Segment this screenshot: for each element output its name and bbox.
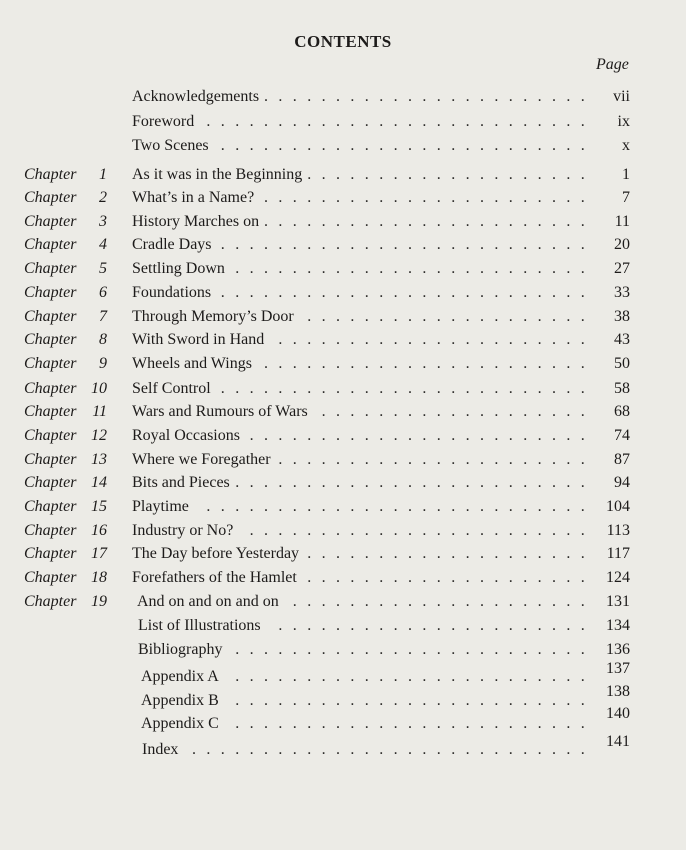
chapter-label: Chapter 12 [24,427,107,444]
toc-entry-index [0,733,686,761]
entry-page: 38 [614,308,630,325]
toc-chapter-4 [0,234,686,256]
entry-title: Self Control [132,380,217,397]
entry-title: Royal Occasions [132,427,246,444]
entry-title: Industry or No? [132,522,239,539]
toc-chapter-1 [0,164,686,186]
entry-page: 1 [622,166,630,183]
entry-title: Cradle Days [132,236,218,253]
entry-title: Wars and Rumours of Wars [132,403,314,420]
toc-chapter-6 [0,282,686,304]
toc-chapter-5 [0,258,686,280]
chapter-label: Chapter 6 [24,284,107,301]
entry-title: Playtime [132,498,195,515]
entry-title: As it was in the Beginning [132,166,308,183]
toc-chapter-12 [0,425,686,447]
toc-chapter-17 [0,543,686,565]
toc-chapter-19 [0,591,686,613]
entry-page: 141 [606,733,630,750]
entry-page: 68 [614,403,630,420]
chapter-label: Chapter 11 [24,403,107,420]
toc-chapter-13 [0,449,686,471]
entry-page: x [622,137,630,154]
toc-entry-appendix-a [0,660,686,688]
toc-chapter-7 [0,306,686,328]
toc-entry-foreword [0,111,686,133]
entry-page: 113 [606,522,630,539]
toc-entry-list-of-illustrations [0,615,686,637]
entry-title: Settling Down [132,260,231,277]
entry-title: Acknowledgements [132,88,265,105]
entry-title: Where we Foregather [132,451,277,468]
chapter-label: Chapter 3 [24,213,107,230]
entry-page: 117 [606,545,630,562]
toc-chapter-2 [0,187,686,209]
entry-page: 137 [606,660,630,677]
entry-page: 131 [606,593,630,610]
entry-page: 58 [614,380,630,397]
toc-chapter-9 [0,353,686,375]
entry-page: ix [617,113,630,130]
toc-entry-appendix-b [0,683,686,712]
entry-title: Index [142,741,184,758]
chapter-label: Chapter 9 [24,355,107,372]
entry-page: 124 [606,569,630,586]
toc-entry-acknowledgements [0,86,686,108]
toc-chapter-3 [0,211,686,233]
entry-title: Appendix A [141,668,225,685]
toc-chapter-8 [0,329,686,351]
chapter-label: Chapter 5 [24,260,107,277]
entry-page: 20 [614,236,630,253]
entry-page: 87 [614,451,630,468]
toc-chapter-11 [0,401,686,423]
chapter-label: Chapter 4 [24,236,107,253]
entry-title: Forefathers of the Hamlet [132,569,303,586]
entry-page: 104 [606,498,630,515]
entry-page: 33 [614,284,630,301]
toc-entry-two-scenes [0,135,686,157]
entry-page: 94 [614,474,630,491]
toc-chapter-18 [0,567,686,589]
entry-title: Wheels and Wings [132,355,258,372]
toc-chapter-10 [0,378,686,400]
entry-title: Bibliography [138,641,228,658]
chapter-label: Chapter 14 [24,474,107,491]
entry-page: vii [613,88,630,105]
entry-title: List of Illustrations [138,617,267,634]
entry-title: History Marches on [132,213,265,230]
entry-title: Two Scenes [132,137,215,154]
entry-title: Foundations [132,284,217,301]
toc-chapter-16 [0,520,686,542]
chapter-label: Chapter 17 [24,545,107,562]
chapter-label: Chapter 8 [24,331,107,348]
chapter-label: Chapter 1 [24,166,107,183]
entry-title: Bits and Pieces [132,474,236,491]
entry-page: 74 [614,427,630,444]
entry-page: 138 [606,683,630,700]
page-title: CONTENTS [294,32,392,51]
chapter-label: Chapter 16 [24,522,107,539]
chapter-label: Chapter 7 [24,308,107,325]
toc-chapter-15 [0,496,686,518]
chapter-label: Chapter 2 [24,189,107,206]
entry-title: The Day before Yesterday [132,545,305,562]
toc-chapter-14 [0,472,686,494]
entry-title: What’s in a Name? [132,189,260,206]
entry-page: 136 [606,641,630,658]
entry-title: And on and on and on [137,593,285,610]
entry-page: 27 [614,260,630,277]
chapter-label: Chapter 19 [24,593,107,610]
entry-title: Through Memory’s Door [132,308,300,325]
entry-title: Appendix B [141,692,225,709]
page-column-header: Page [596,56,629,73]
entry-title: Appendix C [141,715,225,732]
chapter-label: Chapter 15 [24,498,107,515]
entry-page: 140 [606,705,630,722]
chapter-label: Chapter 18 [24,569,107,586]
entry-page: 43 [614,331,630,348]
entry-page: 7 [622,189,630,206]
entry-title: With Sword in Hand [132,331,270,348]
entry-title: Foreword [132,113,200,130]
entry-page: 50 [614,355,630,372]
entry-page: 11 [614,213,630,230]
chapter-label: Chapter 13 [24,451,107,468]
toc-entry-appendix-c [0,705,686,735]
entry-page: 134 [606,617,630,634]
chapter-label: Chapter 10 [24,380,107,397]
toc-entry-bibliography [0,639,686,661]
